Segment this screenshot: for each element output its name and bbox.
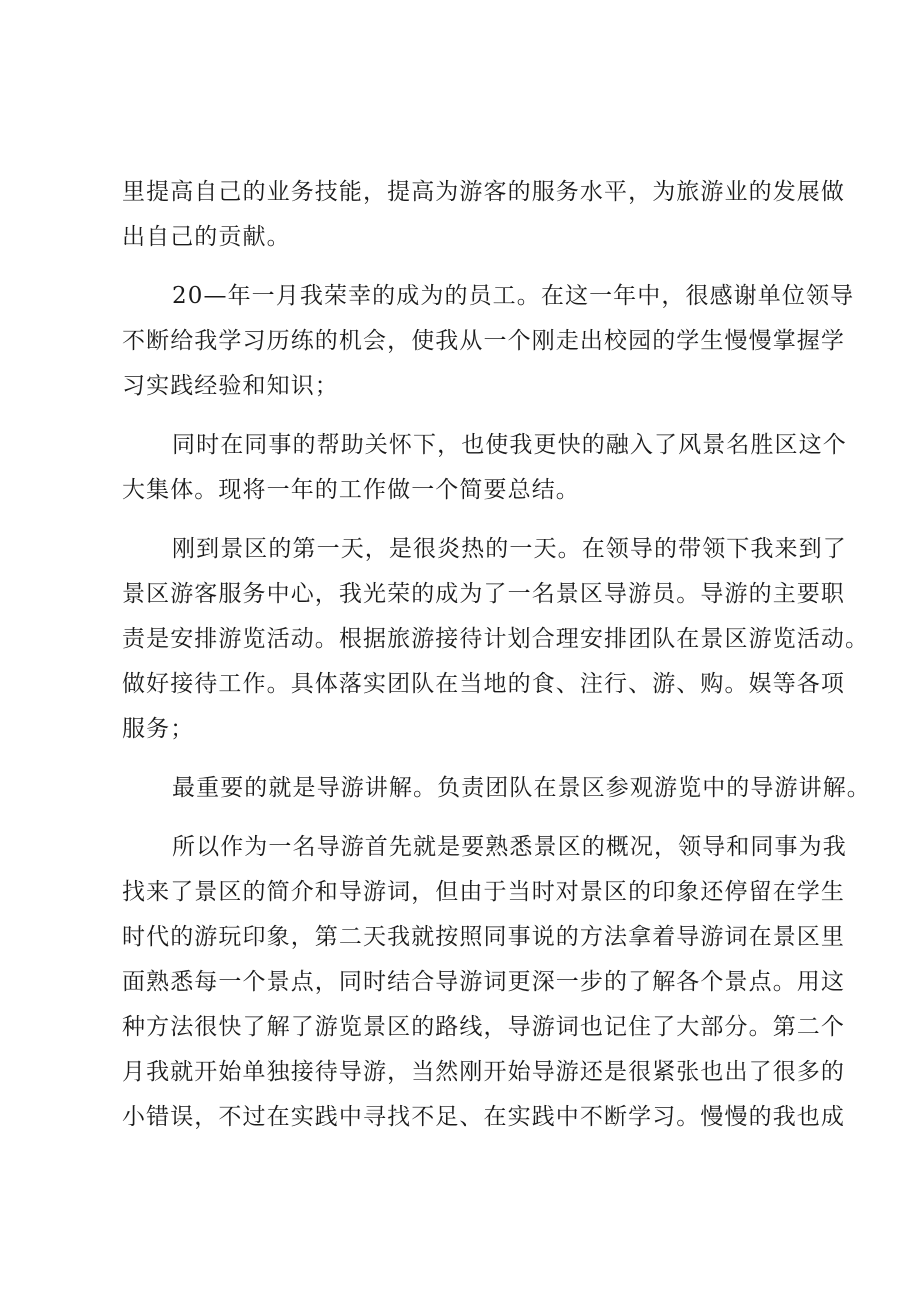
paragraph: [122, 527, 870, 752]
text-line: 责是安排游览活动。根据旅游接待计划合理安排团队在景区游览活动。: [122, 626, 870, 652]
document-body: [122, 170, 871, 1140]
paragraph: [122, 274, 855, 409]
text-line: 月我就开始单独接待导游，当然刚开始导游还是很紧张也出了很多的: [122, 1059, 845, 1085]
text-line: 里提高自己的业务技能，提高为游客的服务水平，为旅游业的发展做: [122, 179, 845, 205]
text-line: 大集体。现将一年的工作做一个简要总结。: [122, 477, 580, 503]
paragraph: [122, 170, 845, 260]
text-line: 最重要的就是导游讲解。负责团队在景区参观游览中的导游讲解。: [172, 775, 871, 801]
text-line: 20—年一月我荣幸的成为的员工。在这一年中，很感谢单位领导: [172, 283, 855, 309]
text-line: 不断给我学习历练的机会，使我从一个刚走出校园的学生慢慢掌握学: [122, 328, 845, 354]
text-line: 服务；: [122, 716, 195, 742]
text-line: 小错误，不过在实践中寻找不足、在实践中不断学习。慢慢的我也成: [122, 1104, 845, 1130]
text-line: 所以作为一名导游首先就是要熟悉景区的概况，领导和同事为我: [172, 834, 847, 860]
text-line: 景区游客服务中心，我光荣的成为了一名景区导游员。导游的主要职: [122, 581, 845, 607]
text-line: 种方法很快了解了游览景区的路线，导游词也记住了大部分。第二个: [122, 1014, 845, 1040]
paragraph: [122, 766, 871, 811]
text-line: 出自己的贡献。: [122, 224, 291, 250]
text-line: 同时在同事的帮助关怀下，也使我更快的融入了风景名胜区这个: [172, 432, 847, 458]
text-line: 找来了景区的简介和导游词，但由于当时对景区的印象还停留在学生: [122, 879, 845, 905]
text-line: 时代的游玩印象，第二天我就按照同事说的方法拿着导游词在景区里: [122, 924, 845, 950]
text-line: 做好接待工作。具体落实团队在当地的食、注行、游、购。娱等各项: [122, 671, 845, 697]
paragraph: [122, 423, 847, 513]
text-line: 面熟悉每一个景点，同时结合导游词更深一步的了解各个景点。用这: [122, 969, 845, 995]
text-line: 刚到景区的第一天，是很炎热的一天。在领导的带领下我来到了: [172, 536, 847, 562]
paragraph: [122, 825, 847, 1140]
text-line: 习实践经验和知识；: [122, 373, 339, 399]
